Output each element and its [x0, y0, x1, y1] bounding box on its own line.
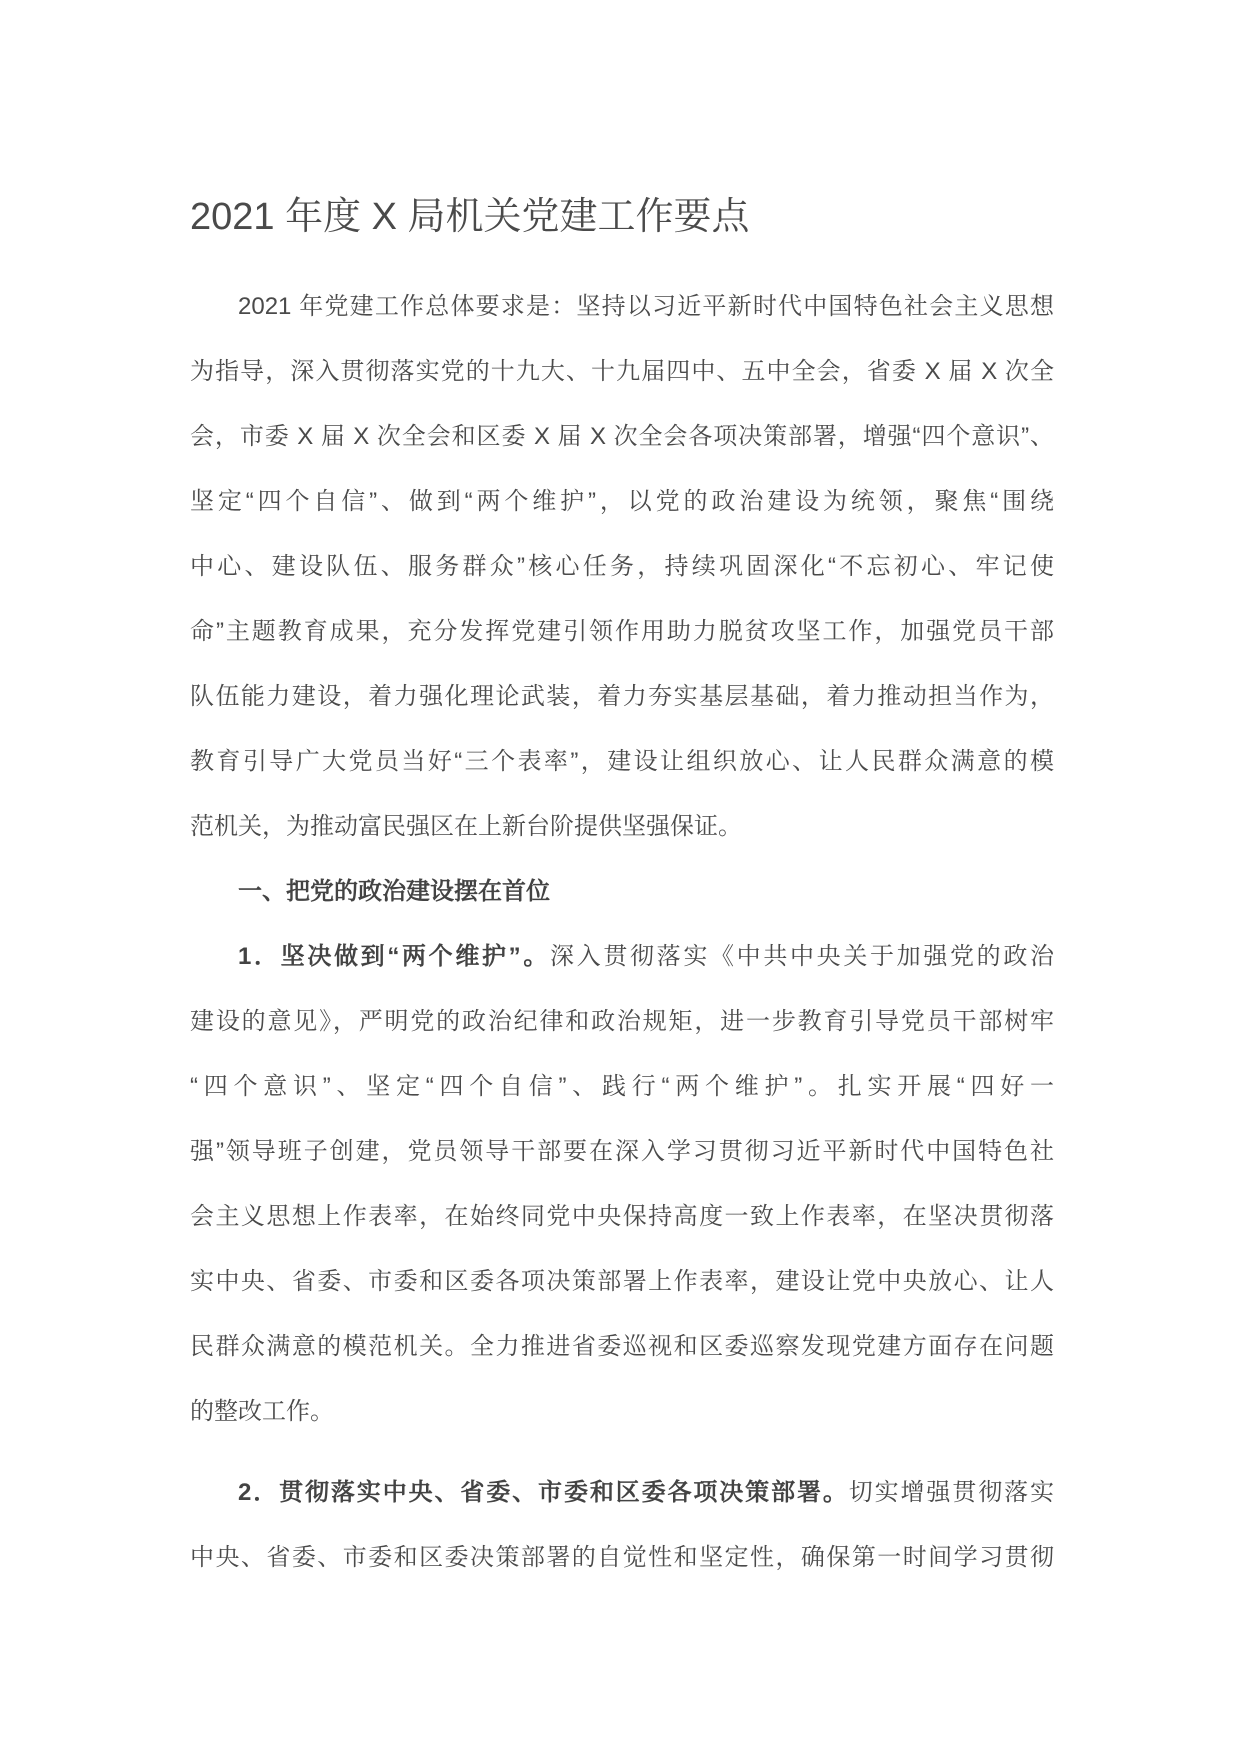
text-line [190, 729, 1054, 794]
text-run: 切实增强贯彻落实 [848, 1479, 1054, 1506]
intro-paragraph [190, 274, 1054, 859]
text-run: 深入贯彻落实《中共中央关于加强党的政治 [550, 943, 1054, 970]
document-title: 2021 年度 X 局机关党建工作要点 [190, 196, 750, 238]
item-2-paragraph [190, 1460, 1054, 1590]
text-line [190, 989, 1054, 1054]
text-run: 命”主题教育成果，充分发挥党建引领作用助力脱贫攻坚工作，加强党员干部 [190, 618, 1054, 645]
text-line [190, 599, 1054, 664]
text-line [190, 1054, 1054, 1119]
text-run: 强”领导班子创建，党员领导干部要在深入学习贯彻习近平新时代中国特色社 [190, 1138, 1054, 1165]
document-content [190, 194, 1054, 1590]
bold-text-run: 1．坚决做到“两个维护”。 [238, 943, 551, 970]
text-run: 实中央、省委、市委和区委各项决策部署上作表率，建设让党中央放心、让人 [190, 1268, 1054, 1295]
text-line [190, 1184, 1054, 1249]
text-run: “四个意识”、坚定“四个自信”、践行“两个维护”。扎实开展“四好一 [190, 1073, 1054, 1100]
text-line [190, 1119, 1054, 1184]
text-line [190, 1249, 1054, 1314]
text-line [190, 859, 1054, 924]
text-run: 建设的意见》，严明党的政治纪律和政治规矩，进一步教育引导党员干部树牢 [190, 1008, 1054, 1035]
text-line [190, 469, 1054, 534]
text-line [190, 664, 1054, 729]
text-run: 范机关，为推动富民强区在上新台阶提供坚强保证。 [190, 813, 742, 840]
text-line [190, 1525, 1054, 1590]
text-line [190, 339, 1054, 404]
text-line [190, 1460, 1054, 1525]
text-run: 会主义思想上作表率，在始终同党中央保持高度一致上作表率，在坚决贯彻落 [190, 1203, 1054, 1230]
text-run: 会，市委 X 届 X 次全会和区委 X 届 X 次全会各项决策部署，增强“四个意识”、 [190, 423, 1054, 450]
text-run: 为指导，深入贯彻落实党的十九大、十九届四中、五中全会，省委 X 届 X 次全 [190, 358, 1054, 385]
text-run: 教育引导广大党员当好“三个表率”，建设让组织放心、让人民群众满意的模 [190, 748, 1054, 775]
text-run: 的整改工作。 [190, 1398, 334, 1425]
text-run: 中央、省委、市委和区委决策部署的自觉性和坚定性，确保第一时间学习贯彻 [190, 1544, 1054, 1571]
text-run: 民群众满意的模范机关。全力推进省委巡视和区委巡察发现党建方面存在问题 [190, 1333, 1054, 1360]
document-body [190, 274, 1054, 1590]
text-run: 中心、建设队伍、服务群众”核心任务，持续巩固深化“不忘初心、牢记使 [190, 553, 1054, 580]
item-1-paragraph [190, 924, 1054, 1444]
text-run: 队伍能力建设，着力强化理论武装，着力夯实基层基础，着力推动担当作为， [190, 683, 1054, 710]
text-line [190, 1314, 1054, 1379]
bold-text-run: 2．贯彻落实中央、省委、市委和区委各项决策部署。 [238, 1479, 849, 1506]
text-line [190, 1379, 1054, 1444]
section-heading-1 [190, 859, 1054, 924]
text-line [190, 534, 1054, 599]
text-line [190, 274, 1054, 339]
text-run: 2021 年党建工作总体要求是：坚持以习近平新时代中国特色社会主义思想 [238, 293, 1054, 320]
text-run: 坚定“四个自信”、做到“两个维护”，以党的政治建设为统领，聚焦“围绕 [190, 488, 1054, 515]
text-line [190, 924, 1054, 989]
text-line [190, 404, 1054, 469]
bold-text-run: 一、把党的政治建设摆在首位 [238, 878, 550, 905]
text-line [190, 794, 1054, 859]
